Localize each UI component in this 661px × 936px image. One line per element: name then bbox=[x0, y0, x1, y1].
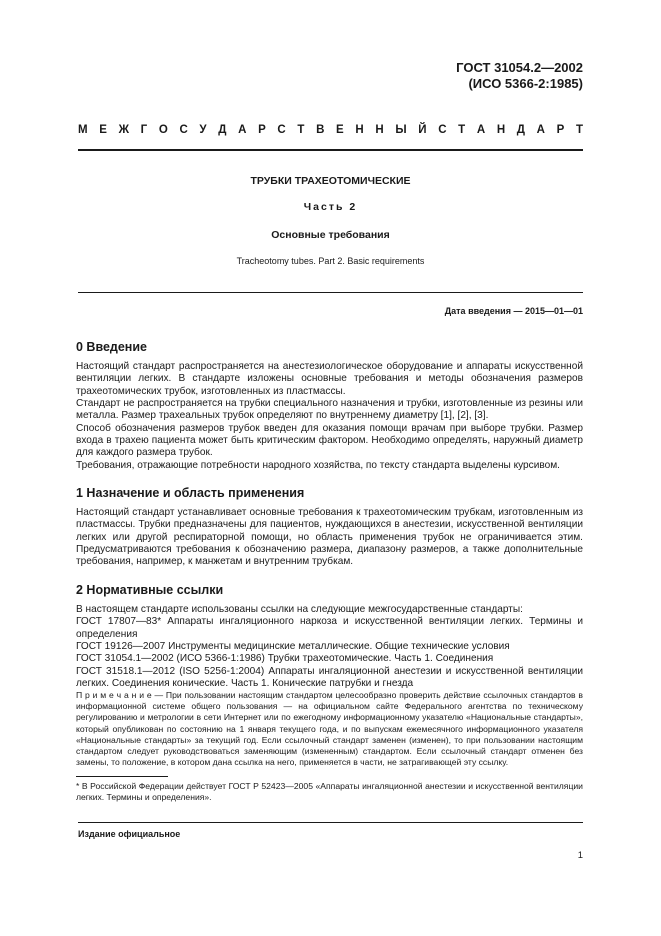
standard-designation bbox=[456, 60, 583, 92]
document-title: ТРУБКИ ТРАХЕОТОМИЧЕСКИЕ bbox=[250, 175, 411, 187]
title-rule bbox=[78, 292, 583, 293]
header-rule bbox=[78, 149, 583, 151]
reference-item: ГОСТ 31518.1—2012 (ISO 5256-1:2004) Аппараты ингаляционной анестезии и искусственной вентиляции легких. Соединения конические. Часть 1. Конические патрубки и гнезда bbox=[76, 665, 583, 689]
paragraph: Настоящий стандарт распространяется на анестезиологическое оборудование и аппараты искусственной вентиляции легких. В стандарте изложены основные требования и методы обозначения размеров трахеотомических трубок, изготовленных из пластмассы. bbox=[76, 361, 583, 397]
section-introduction bbox=[76, 340, 583, 472]
section-heading: 2 Нормативные ссылки bbox=[76, 582, 224, 597]
note: П р и м е ч а н и е — При пользовании настоящим стандартом целесообразно проверить действие ссылочных стандартов в информационной системе общего пользования — на официальном сайте Федерального агентства по техническому регулированию и метрологии в сети Интернет или по ежегодному информационному указателю «Национальные стандарты», который опубликован по состоянию на 1 января текущего года, и по выпускам ежемесячного информационного указателя «Национальные стандарты» за текущий год. Если ссылочный стандарт заменен (изменен), то при пользовании настоящим стандартом следует руководствоваться заменяющим (измененным) стандартом. Если ссылочный стандарт отменен без замены, то положение, в котором дана ссылка на него, применяется в части, не затрагивающей эту ссылку. bbox=[76, 690, 583, 767]
reference-item: ГОСТ 19126—2007 Инструменты медицинские металлические. Общие технические условия bbox=[76, 640, 510, 652]
english-title: Tracheotomy tubes. Part 2. Basic requirements bbox=[236, 256, 425, 266]
paragraph: Способ обозначения размеров трубок введен для оказания помощи врачам при выборе трубки. Размер входа в трахею пациента может быть критическим фактором. Необходимо определять, наружный диаметр для каждого размера трубок. bbox=[76, 422, 583, 459]
reference-item: ГОСТ 31054.1—2002 (ИСО 5366-1:1986) Трубки трахеотомические. Часть 1. Соединения bbox=[76, 653, 494, 665]
section-scope bbox=[76, 486, 583, 569]
part-label: Часть 2 bbox=[303, 201, 358, 213]
introduction-date: Дата введения — 2015—01—01 bbox=[444, 306, 583, 316]
section-normative-references bbox=[76, 583, 583, 768]
section-heading: 1 Назначение и область применения bbox=[76, 486, 305, 501]
page-number: 1 bbox=[577, 850, 583, 861]
gost-number: ГОСТ 31054.2—2002 bbox=[456, 60, 583, 75]
footnote-rule bbox=[76, 776, 168, 777]
paragraph: В настоящем стандарте использованы ссылки на следующие межгосударственные стандарты: bbox=[76, 603, 523, 615]
reference-item: ГОСТ 17807—83* Аппараты ингаляционного наркоза и искусственной вентиляции легких. Термины и определения bbox=[76, 616, 583, 640]
section-heading: 0 Введение bbox=[76, 340, 147, 354]
footnote: * В Российской Федерации действует ГОСТ Р 52423—2005 «Аппараты ингаляционной анестезии и искусственной вентиляции легких. Термины и определения». bbox=[76, 780, 583, 802]
document-body bbox=[76, 340, 583, 803]
paragraph: Стандарт не распространяется на трубки специального назначения и трубки, изготовленные из резины или металла. Размер трахеальных трубок определяют по внутреннему диаметру [1], [2], [3]. bbox=[76, 398, 583, 422]
edition-label: Издание официальное bbox=[78, 829, 181, 839]
footer-rule bbox=[78, 822, 583, 823]
paragraph: Требования, отражающие потребности народного хозяйства, по тексту стандарта выделены курсивом. bbox=[76, 459, 560, 471]
iso-number: (ИСО 5366-2:1985) bbox=[468, 76, 583, 91]
interstate-standard-label: М Е Ж Г О С У Д А Р С Т В Е Н Н Ы Й С Т А Н Д А Р Т bbox=[78, 124, 583, 136]
document-subtitle: Основные требования bbox=[271, 229, 390, 241]
paragraph: Настоящий стандарт устанавливает основные требования к трахеотомическим трубкам, изготовленным из пластмассы. Трубки предназначены для пациентов, нуждающихся в анестезии, искусственной вентиляции легких или другой респираторной помощи, но область применения трубок не ограничивается этим. Предусматриваются требования к обозначению размера, диапазону размеров, а также дополнительные требования, например, к манжетам и внутренним трубкам. bbox=[76, 507, 583, 568]
